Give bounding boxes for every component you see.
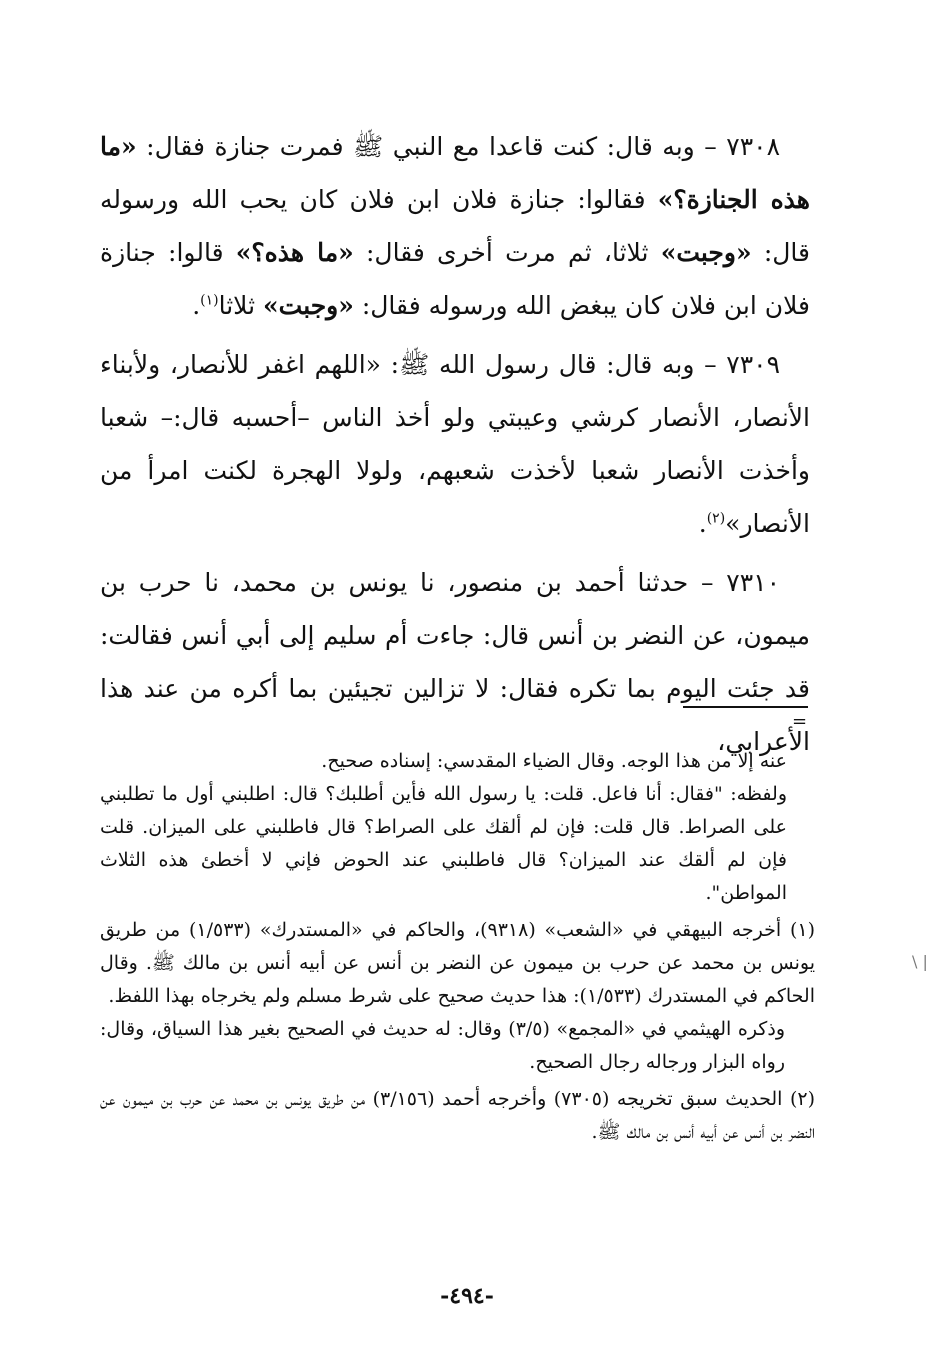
footnote-continuation <box>100 745 815 910</box>
paragraph-text: ٧٣١٠ – حدثنا أحمد بن منصور، نا يونس بن محمد، نا حرب بن ميمون، عن النضر بن أنس قال: جاءت أم سليم إلى أبي أنس فقالت: قد جئت اليوم بما تكره فقال: لا تزالين تجيئين بما أكره من عند هذا الأعرابي، <box>100 568 810 756</box>
page-number: -٤٩٤- <box>440 1283 494 1309</box>
footnote-1-extra: وذكره الهيثمي في «المجمع» (٣/٥) وقال: له حديث في الصحيح بغير هذا السياق، وقال: رواه البزار ورجاله رجال الصحيح. <box>100 1018 785 1073</box>
quote-what-is-this: «ما هذه؟» <box>235 238 354 267</box>
paragraph-text: ٧٣٠٨ – وبه قال: كنت قاعدا مع النبي ﷺ فمرت جنازة فقال: <box>136 132 780 161</box>
footnote-separator <box>683 706 808 708</box>
footnote-line: عنه إلا من هذا الوجه. وقال الضياء المقدسي: إسناده صحيح. <box>321 750 787 772</box>
hadith-paragraph-7310 <box>100 556 810 768</box>
paragraph-text: قالوا: جنازة فلان ابن فلان كان يبغض الله ورسوله فقال: <box>100 238 810 320</box>
quote-wajabat: «وجبت» <box>660 238 752 267</box>
footnote-ref-2[interactable]: (٢) <box>706 510 726 527</box>
footnote-1 <box>100 914 815 1079</box>
footnote-continuation-mark: = <box>792 711 808 732</box>
footnote-line: ولفظه: "فقال: أنا فاعل. قلت: يا رسول الله فأين أطلبك؟ قال: اطلبني أول ما تطلبني على الصراط. قال قلت: فإن لم ألقك على الصراط؟ قال فاطلبني على الميزان. قلت فإن لم ألقك عند الميزان؟ قال فاطلبني عند الحوض فإني لا أخطئ هذه الثلاث المواطن". <box>100 783 787 904</box>
footnote-2-text: (٢) الحديث سبق تخريجه (٧٣٠٥) وأخرجه أحمد (٣/١٥٦) من طريق يونس بن محمد عن حرب بن ميمون عن النضر بن أنس عن أبيه أنس بن مالك ﷺ. <box>100 1088 815 1143</box>
quote-wajabat: «وجبت» <box>263 291 354 320</box>
footnote-2 <box>100 1083 815 1149</box>
hadith-paragraph-7309 <box>100 338 810 550</box>
footnotes <box>100 745 815 1153</box>
paragraph-text: . <box>698 509 707 538</box>
footnote-ref-1[interactable]: (١) <box>200 292 219 309</box>
hadith-paragraph-7308 <box>100 120 810 332</box>
margin-mark: \ | <box>912 952 928 971</box>
main-text <box>100 120 810 774</box>
footnote-1-text: (١) أخرجه البيهقي في «الشعب» (٩٣١٨)، والحاكم في «المستدرك» (١/٥٣٣) من طريق يونس بن محمد عن حرب بن ميمون عن النضر بن أنس عن أبيه أنس بن مالك ﷺ. وقال الحاكم في المستدرك (١/٥٣٣): هذا حديث صحيح على شرط مسلم ولم يخرجاه بهذا اللفظ. <box>100 919 816 1007</box>
quote-what-is-this-funeral: «ما هذه الجنازة؟» <box>100 132 810 214</box>
paragraph-text: ثلاثا، ثم مرت أخرى فقال: <box>353 238 661 267</box>
paragraph-text: ٧٣٠٩ – وبه قال: قال رسول الله ﷺ: «اللهم اغفر للأنصار، ولأبناء الأنصار، الأنصار كرشي وعيبتي ولو أخذ الناس –أحسبه قال:– شعبا وأخذت الأنصار شعبا لأخذت شعبهم، ولولا الهجرة لكنت امرأ من الأنصار» <box>100 350 810 538</box>
paragraph-text: ثلاثا <box>218 291 264 320</box>
paragraph-text: . <box>192 291 201 320</box>
paragraph-text: فقالوا: جنازة فلان ابن فلان كان يحب الله ورسوله قال: <box>100 185 810 267</box>
